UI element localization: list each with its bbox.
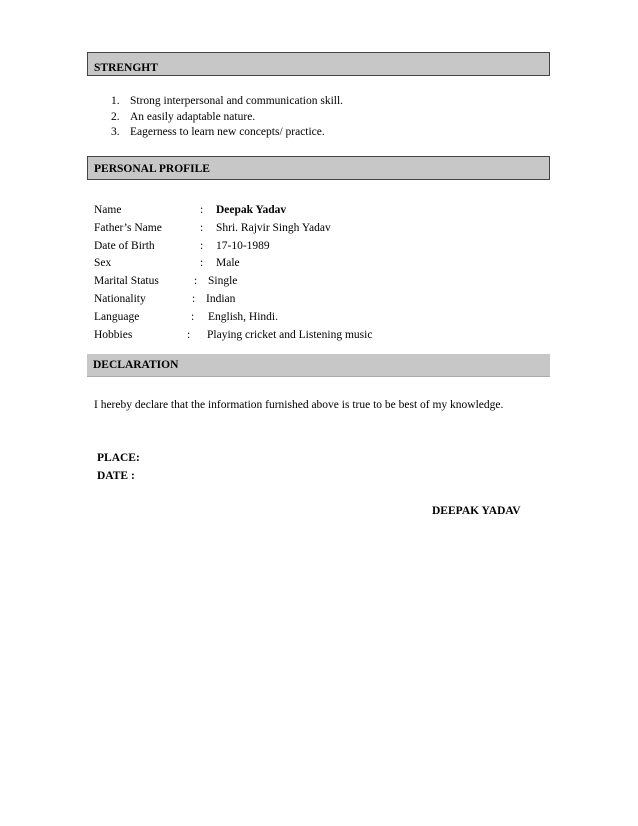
profile-value: Single	[208, 275, 238, 288]
profile-label: Sex	[94, 257, 112, 270]
profile-value: Indian	[206, 292, 236, 305]
list-text: Strong interpersonal and communication skill.	[130, 95, 344, 107]
list-number: 1.	[111, 95, 120, 107]
profile-label: Father’s Name	[94, 221, 162, 234]
profile-colon: :	[194, 275, 198, 288]
profile-label: Marital Status	[94, 275, 159, 288]
list-item	[111, 110, 343, 126]
profile-label: Date of Birth	[94, 239, 155, 252]
list-number: 3.	[111, 126, 120, 138]
declaration-text: I hereby declare that the information furnished above is true to be best of my knowledge.	[94, 399, 504, 411]
profile-label: Hobbies	[94, 328, 133, 341]
profile-value: Male	[216, 257, 240, 270]
list-number: 2.	[111, 110, 120, 123]
profile-label: Language	[94, 310, 140, 323]
profile-value: 17-10-1989	[216, 239, 270, 252]
profile-colon: :	[200, 204, 204, 216]
profile-colon: :	[200, 221, 204, 234]
profile-label: Name	[94, 204, 122, 216]
strengths-list	[111, 94, 343, 141]
section-title-strength: STRENGHT	[94, 62, 158, 74]
profile-value: Shri. Rajvir Singh Yadav	[216, 221, 331, 234]
section-title-profile: PERSONAL PROFILE	[94, 163, 210, 175]
list-text: Eagerness to learn new concepts/ practice.	[130, 126, 325, 138]
section-header-profile	[87, 156, 550, 180]
list-item	[111, 125, 343, 141]
profile-value: English, Hindi.	[208, 310, 278, 323]
profile-value: Deepak Yadav	[216, 204, 287, 216]
profile-colon: :	[191, 310, 195, 323]
profile-label: Nationality	[94, 292, 146, 305]
list-text: An easily adaptable nature.	[130, 110, 256, 123]
profile-colon: :	[187, 328, 191, 341]
profile-colon: :	[200, 257, 204, 270]
profile-colon: :	[200, 239, 204, 252]
place-label: PLACE:	[97, 452, 140, 464]
profile-value: Playing cricket and Listening music	[207, 328, 373, 341]
list-item	[111, 94, 343, 110]
date-label: DATE :	[97, 470, 135, 482]
section-header-declaration	[87, 354, 550, 377]
section-header-strength	[87, 52, 550, 76]
signature-name: DEEPAK YADAV	[432, 505, 521, 517]
section-title-declaration: DECLARATION	[93, 359, 179, 371]
profile-colon: :	[192, 292, 196, 305]
